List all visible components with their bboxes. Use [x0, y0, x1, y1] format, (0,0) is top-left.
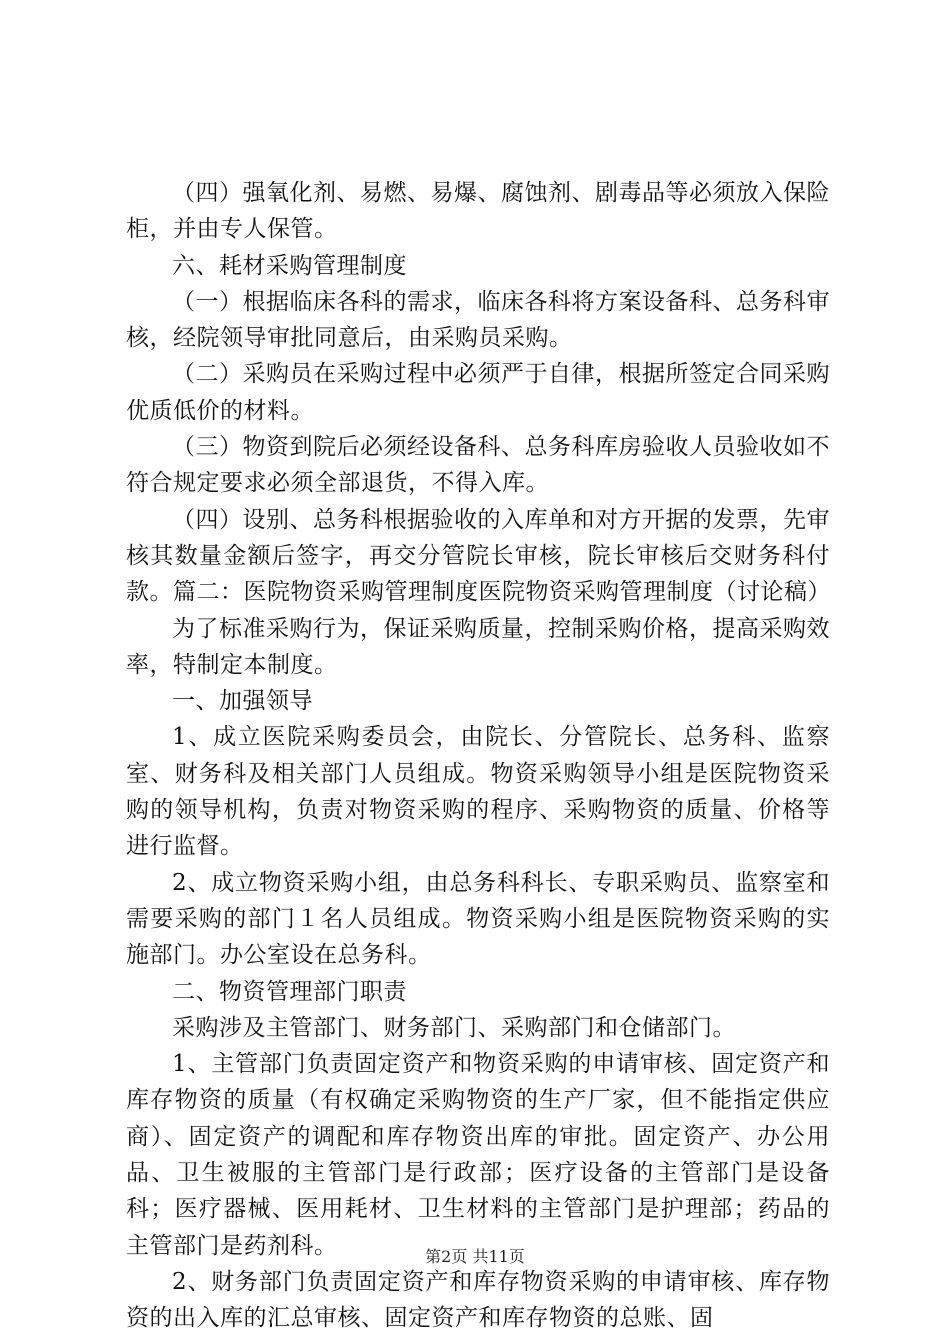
page-footer: 第2页 共11页: [425, 1247, 525, 1266]
paragraph: 2、财务部门负责固定资产和库存物资采购的申请审核、库存物资的出入库的汇总审核、固定资产和库存物资的总账、固: [126, 1268, 830, 1332]
paragraph: （三）物资到院后必须经设备科、总务科库房验收人员验收如不符合规定要求必须全部退货，不得入库。: [126, 434, 830, 497]
document-body: [126, 175, 830, 1337]
paragraph: 为了标准采购行为，保证采购质量，控制采购价格，提高采购效率，特制定本制度。: [126, 615, 830, 678]
paragraph: （一）根据临床各科的需求，临床各科将方案设备科、总务科审核，经院领导审批同意后，由采购员采购。: [126, 288, 830, 352]
paragraph: （二）采购员在采购过程中必须严于自律，根据所签定合同采购优质低价的材料。: [126, 361, 830, 424]
section-heading: 六、耗材采购管理制度: [172, 252, 407, 279]
paragraph: 2、成立物资采购小组，由总务科科长、专职采购员、监察室和需要采购的部门１名人员组成。物资采购小组是医院物资采购的实施部门。办公室设在总务科。: [126, 869, 830, 969]
paragraph: 1、主管部门负责固定资产和物资采购的申请审核、固定资产和库存物资的质量（有权确定采购物资的生产厂家，但不能指定供应商）、固定资产的调配和库存物资出库的审批。固定资产、办公用品、卫生被服的主管部门是行政部；医疗设备的主管部门是设备科；医疗器械、医用耗材、卫生材料的主管部门是护理部；药品的主管部门是药剂科。: [126, 1051, 830, 1259]
paragraph: 采购涉及主管部门、财务部门、采购部门和仓储部门。: [172, 1014, 736, 1041]
paragraph: 1、成立医院采购委员会，由院长、分管院长、总务科、监察室、财务科及相关部门人员组成。物资采购领导小组是医院物资采购的领导机构，负责对物资采购的程序、采购物资的质量、价格等进行监督。: [126, 724, 830, 860]
section-heading: 二、物资管理部门职责: [172, 978, 407, 1005]
paragraph: （四）设别、总务科根据验收的入库单和对方开据的发票，先审核其数量金额后签字，再交分管院长审核，院长审核后交财务科付款。篇二：医院物资采购管理制度医院物资采购管理制度（讨论稿）: [126, 506, 831, 606]
paragraph: （四）强氧化剂、易燃、易爆、腐蚀剂、剧毒品等必须放入保险柜，并由专人保管。: [126, 180, 830, 243]
section-heading: 一、加强领导: [172, 688, 313, 715]
